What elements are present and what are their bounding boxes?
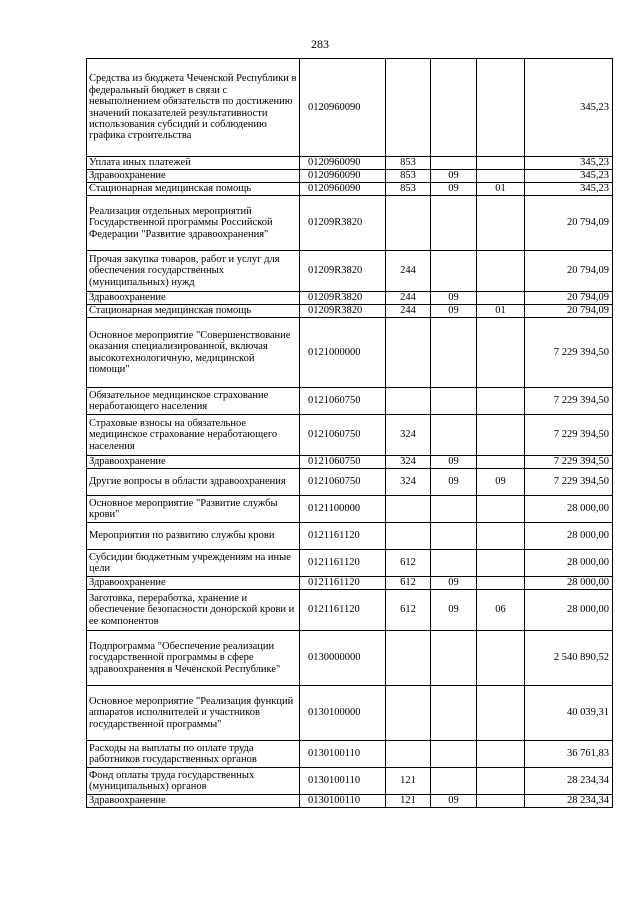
row-name: Расходы на выплаты по оплате труда работников государственных органов [87, 741, 300, 768]
row-name: Прочая закупка товаров, работ и услуг для обеспечения государственных (муниципальных) нужд [87, 251, 300, 292]
row-rz: 09 [431, 183, 477, 196]
page-number: 283 [311, 37, 329, 51]
row-pr [477, 415, 525, 456]
row-rz: 09 [431, 170, 477, 183]
row-code: 0130000000 [300, 631, 386, 686]
row-name: Подпрограмма "Обеспечение реализации государственной программы в сфере здравоохранения в Чеченской Республике" [87, 631, 300, 686]
row-vr [386, 196, 431, 251]
row-name: Основное мероприятие "Реализация функций аппаратов исполнителей и участников государственной программы" [87, 686, 300, 741]
row-rz [431, 496, 477, 523]
row-pr [477, 59, 525, 157]
table-row [87, 292, 613, 305]
row-code: 0121100000 [300, 496, 386, 523]
row-vr [386, 388, 431, 415]
row-vr [386, 318, 431, 388]
row-amount: 20 794,09 [525, 292, 613, 305]
row-pr [477, 318, 525, 388]
row-name: Стационарная медицинская помощь [87, 305, 300, 318]
row-rz: 09 [431, 305, 477, 318]
row-name: Здравоохранение [87, 795, 300, 808]
row-rz [431, 59, 477, 157]
row-vr: 244 [386, 305, 431, 318]
row-name: Стационарная медицинская помощь [87, 183, 300, 196]
row-rz: 09 [431, 590, 477, 631]
row-code: 0121161120 [300, 523, 386, 550]
row-amount: 28 000,00 [525, 523, 613, 550]
row-pr: 01 [477, 305, 525, 318]
row-vr [386, 631, 431, 686]
row-amount: 345,23 [525, 183, 613, 196]
row-vr: 244 [386, 292, 431, 305]
row-name: Другие вопросы в области здравоохранения [87, 469, 300, 496]
row-name: Основное мероприятие "Совершенствование оказания специализированной, включая высокотехнологичную, медицинской помощи" [87, 318, 300, 388]
row-amount: 28 000,00 [525, 550, 613, 577]
row-vr: 324 [386, 415, 431, 456]
row-pr: 01 [477, 183, 525, 196]
row-code: 0130100110 [300, 741, 386, 768]
table-row [87, 686, 613, 741]
table-row [87, 157, 613, 170]
table-row [87, 59, 613, 157]
row-code: 01209R3820 [300, 292, 386, 305]
row-vr: 121 [386, 768, 431, 795]
row-rz [431, 550, 477, 577]
row-amount: 7 229 394,50 [525, 456, 613, 469]
row-pr: 09 [477, 469, 525, 496]
row-rz [431, 415, 477, 456]
row-name: Фонд оплаты труда государственных (муниципальных) органов [87, 768, 300, 795]
row-rz: 09 [431, 292, 477, 305]
table-row [87, 741, 613, 768]
row-amount: 28 234,34 [525, 795, 613, 808]
table-row [87, 496, 613, 523]
table-row [87, 305, 613, 318]
row-amount: 20 794,09 [525, 196, 613, 251]
row-name: Здравоохранение [87, 170, 300, 183]
row-name: Мероприятия по развитию службы крови [87, 523, 300, 550]
row-rz: 09 [431, 469, 477, 496]
row-rz [431, 251, 477, 292]
row-rz [431, 318, 477, 388]
table-row [87, 795, 613, 808]
row-code: 0121060750 [300, 469, 386, 496]
table-row [87, 577, 613, 590]
table-row [87, 550, 613, 577]
row-rz [431, 388, 477, 415]
row-code: 0120960090 [300, 183, 386, 196]
row-name: Уплата иных платежей [87, 157, 300, 170]
row-pr [477, 577, 525, 590]
row-vr: 853 [386, 157, 431, 170]
row-rz [431, 523, 477, 550]
row-rz [431, 768, 477, 795]
row-pr [477, 388, 525, 415]
row-vr: 324 [386, 456, 431, 469]
row-code: 0130100110 [300, 795, 386, 808]
row-rz: 09 [431, 456, 477, 469]
row-code: 0120960090 [300, 59, 386, 157]
table-row [87, 318, 613, 388]
row-pr [477, 496, 525, 523]
row-amount: 28 000,00 [525, 496, 613, 523]
row-amount: 36 761,83 [525, 741, 613, 768]
table-row [87, 170, 613, 183]
row-pr [477, 686, 525, 741]
row-code: 0130100110 [300, 768, 386, 795]
row-pr [477, 741, 525, 768]
row-pr [477, 170, 525, 183]
row-rz [431, 196, 477, 251]
budget-table [86, 58, 613, 808]
row-code: 01209R3820 [300, 305, 386, 318]
row-name: Субсидии бюджетным учреждениям на иные цели [87, 550, 300, 577]
row-name: Страховые взносы на обязательное медицинское страхование неработающего населения [87, 415, 300, 456]
table-row [87, 631, 613, 686]
row-amount: 20 794,09 [525, 251, 613, 292]
row-code: 0121161120 [300, 550, 386, 577]
row-code: 0121000000 [300, 318, 386, 388]
row-amount: 7 229 394,50 [525, 415, 613, 456]
row-vr: 853 [386, 183, 431, 196]
row-name: Здравоохранение [87, 577, 300, 590]
table-row [87, 251, 613, 292]
row-amount: 28 000,00 [525, 577, 613, 590]
row-code: 0120960090 [300, 170, 386, 183]
row-pr [477, 292, 525, 305]
row-name: Заготовка, переработка, хранение и обеспечение безопасности донорской крови и ее компонентов [87, 590, 300, 631]
row-amount: 40 039,31 [525, 686, 613, 741]
row-vr: 612 [386, 577, 431, 590]
row-code: 0121161120 [300, 590, 386, 631]
row-pr [477, 456, 525, 469]
table-row [87, 768, 613, 795]
row-amount: 345,23 [525, 59, 613, 157]
row-amount: 7 229 394,50 [525, 388, 613, 415]
row-pr [477, 550, 525, 577]
row-pr: 06 [477, 590, 525, 631]
row-name: Реализация отдельных мероприятий Государственной программы Российской Федерации "Развитие здравоохранения" [87, 196, 300, 251]
row-vr: 324 [386, 469, 431, 496]
row-amount: 28 234,34 [525, 768, 613, 795]
row-code: 01209R3820 [300, 251, 386, 292]
row-vr [386, 686, 431, 741]
row-name: Здравоохранение [87, 292, 300, 305]
row-pr [477, 523, 525, 550]
row-name: Основное мероприятие "Развитие службы крови" [87, 496, 300, 523]
table-row [87, 456, 613, 469]
row-rz: 09 [431, 577, 477, 590]
table-row [87, 590, 613, 631]
row-pr [477, 768, 525, 795]
row-amount: 7 229 394,50 [525, 469, 613, 496]
row-vr: 612 [386, 550, 431, 577]
row-name: Здравоохранение [87, 456, 300, 469]
row-amount: 345,23 [525, 157, 613, 170]
row-rz [431, 686, 477, 741]
row-code: 0120960090 [300, 157, 386, 170]
row-vr [386, 741, 431, 768]
table-row [87, 196, 613, 251]
row-rz [431, 741, 477, 768]
row-pr [477, 196, 525, 251]
row-amount: 7 229 394,50 [525, 318, 613, 388]
row-vr [386, 496, 431, 523]
row-code: 0121060750 [300, 456, 386, 469]
table-row [87, 523, 613, 550]
row-rz [431, 157, 477, 170]
row-vr: 244 [386, 251, 431, 292]
row-rz: 09 [431, 795, 477, 808]
row-rz [431, 631, 477, 686]
row-amount: 20 794,09 [525, 305, 613, 318]
row-amount: 28 000,00 [525, 590, 613, 631]
row-pr [477, 251, 525, 292]
row-code: 0121161120 [300, 577, 386, 590]
row-amount: 2 540 890,52 [525, 631, 613, 686]
row-vr [386, 59, 431, 157]
row-pr [477, 631, 525, 686]
row-pr [477, 157, 525, 170]
row-vr: 612 [386, 590, 431, 631]
table-row [87, 183, 613, 196]
row-name: Обязательное медицинское страхование неработающего населения [87, 388, 300, 415]
row-code: 01209R3820 [300, 196, 386, 251]
row-vr: 853 [386, 170, 431, 183]
row-code: 0130100000 [300, 686, 386, 741]
row-amount: 345,23 [525, 170, 613, 183]
row-code: 0121060750 [300, 415, 386, 456]
row-vr: 121 [386, 795, 431, 808]
table-row [87, 415, 613, 456]
table-row [87, 469, 613, 496]
row-code: 0121060750 [300, 388, 386, 415]
row-pr [477, 795, 525, 808]
row-name: Средства из бюджета Чеченской Республики в федеральный бюджет в связи с невыполнением обязательств по достижению значений показателей результативности использования субсидий и соблюдению графика строительства [87, 59, 300, 157]
row-vr [386, 523, 431, 550]
table-row [87, 388, 613, 415]
